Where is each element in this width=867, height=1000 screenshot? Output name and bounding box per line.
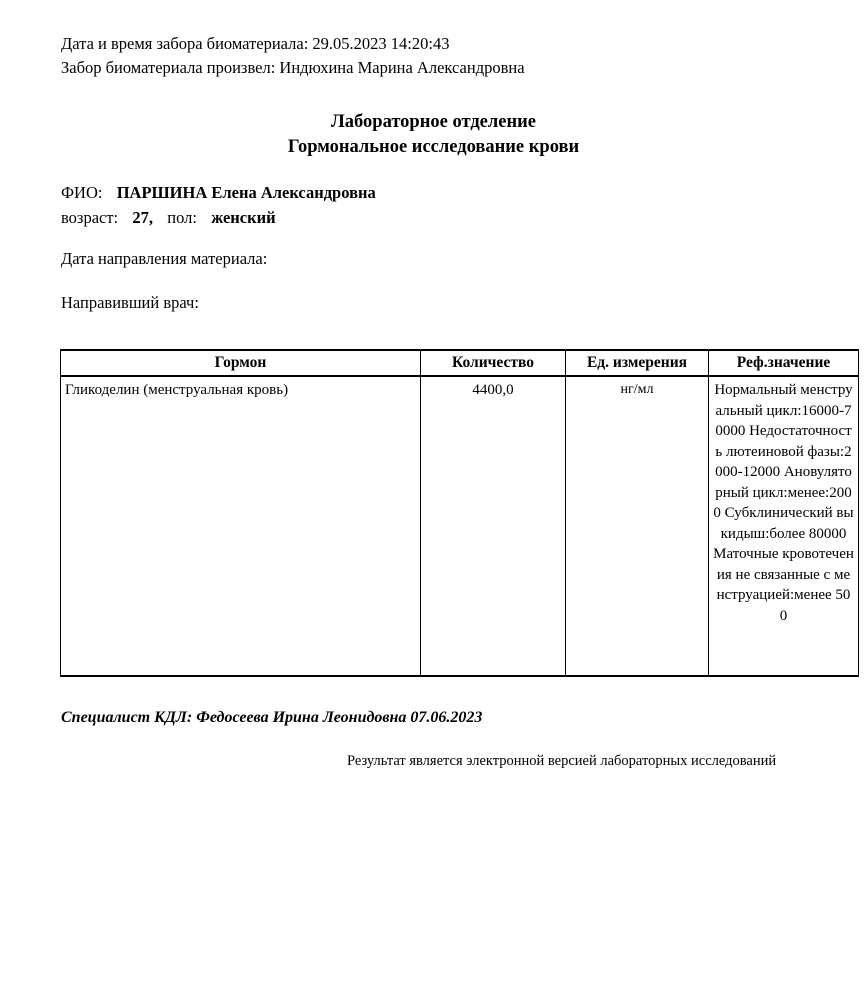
- results-table: [60, 349, 859, 677]
- electronic-version-note: Результат является электронной версией лабораторных исследований: [347, 753, 777, 769]
- referring-doctor-label: Направивший врач:: [61, 293, 199, 312]
- cell-reference-range: Нормальный менструальный цикл:16000-70000 Недостаточность лютеиновой фазы:2000-12000 Ановуляторный цикл:менее:2000 Субклинический выкидыш:более 80000 Маточные кровотечения не связанные с менструацией:менее 500: [709, 376, 859, 676]
- referring-doctor-line: [61, 292, 267, 314]
- patient-name-value: ПАРШИНА Елена Александровна: [116, 183, 376, 202]
- column-header-reference: Реф.значение: [709, 350, 859, 376]
- cell-hormone-name: Гликоделин (менструальная кровь): [61, 376, 421, 676]
- patient-age-value: 27,: [132, 208, 154, 227]
- patient-sex-label: пол:: [167, 208, 197, 227]
- cell-quantity: 4400,0: [421, 376, 566, 676]
- column-header-unit: Ед. измерения: [566, 350, 709, 376]
- page-title: Лабораторное отделение: [330, 112, 537, 132]
- specialist-signature-line: Специалист КДЛ: Федосеева Ирина Леонидовна 07.06.2023: [61, 709, 483, 726]
- patient-age-sex-line: [61, 205, 376, 230]
- patient-name-line: [61, 180, 376, 205]
- table-row: [61, 376, 859, 676]
- material-date-line: [61, 248, 267, 270]
- page-subtitle: Гормональное исследование крови: [287, 137, 580, 157]
- collected-by-line: Забор биоматериала произвел: Индюхина Марина Александровна: [61, 58, 525, 77]
- patient-age-label: возраст:: [61, 208, 119, 227]
- referral-info-block: [61, 248, 267, 314]
- cell-unit: нг/мл: [566, 376, 709, 676]
- column-header-quantity: Количество: [421, 350, 566, 376]
- patient-sex-value: женский: [211, 208, 276, 227]
- collection-meta-block: [61, 32, 525, 80]
- patient-info-block: [61, 180, 376, 230]
- patient-name-label: ФИО:: [61, 183, 103, 202]
- collection-datetime-line: Дата и время забора биоматериала: 29.05.2023 14:20:43: [61, 34, 450, 53]
- column-header-hormone: Гормон: [61, 350, 421, 376]
- report-title-block: [0, 110, 867, 160]
- table-header-row: [61, 350, 859, 376]
- material-date-label: Дата направления материала:: [61, 249, 268, 268]
